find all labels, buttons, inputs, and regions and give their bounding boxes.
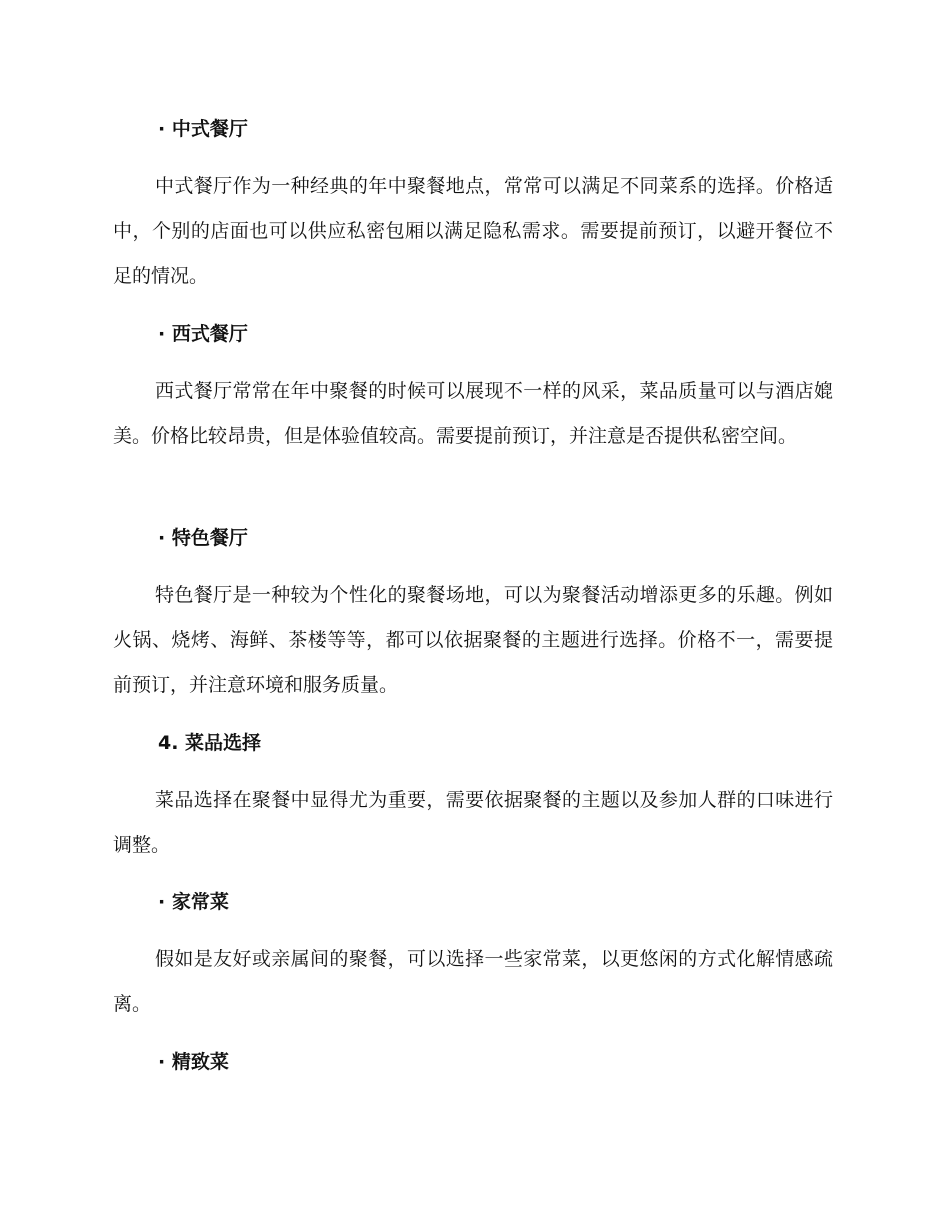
- section-body-home-style-dishes: 假如是友好或亲属间的聚餐，可以选择一些家常菜，以更悠闲的方式化解情感疏离。: [113, 948, 833, 1015]
- section-body-specialty-restaurant: 特色餐厅是一种较为个性化的聚餐场地，可以为聚餐活动增添更多的乐趣。例如火锅、烧烤、海鲜、茶楼等等，都可以依据聚餐的主题进行选择。价格不一，需要提前预订，并注意环境和服务质量。: [113, 584, 833, 696]
- section-heading-fine-dishes: · 精致菜: [158, 1051, 229, 1073]
- section-heading-dish-selection: 4. 菜品选择: [158, 732, 262, 754]
- section-heading-western-restaurant: · 西式餐厅: [158, 323, 248, 345]
- section-body-dish-selection: 菜品选择在聚餐中显得尤为重要，需要依据聚餐的主题以及参加人群的口味进行调整。: [113, 789, 833, 856]
- section-body-western-restaurant: 西式餐厅常常在年中聚餐的时候可以展现不一样的风采，菜品质量可以与酒店媲美。价格比较昂贵，但是体验值较高。需要提前预订，并注意是否提供私密空间。: [113, 380, 833, 447]
- section-heading-chinese-restaurant: · 中式餐厅: [158, 118, 248, 140]
- section-heading-home-style-dishes: · 家常菜: [158, 891, 229, 913]
- section-heading-specialty-restaurant: · 特色餐厅: [158, 527, 248, 549]
- section-body-chinese-restaurant: 中式餐厅作为一种经典的年中聚餐地点，常常可以满足不同菜系的选择。价格适中，个别的店面也可以供应私密包厢以满足隐私需求。需要提前预订，以避开餐位不足的情况。: [113, 175, 833, 287]
